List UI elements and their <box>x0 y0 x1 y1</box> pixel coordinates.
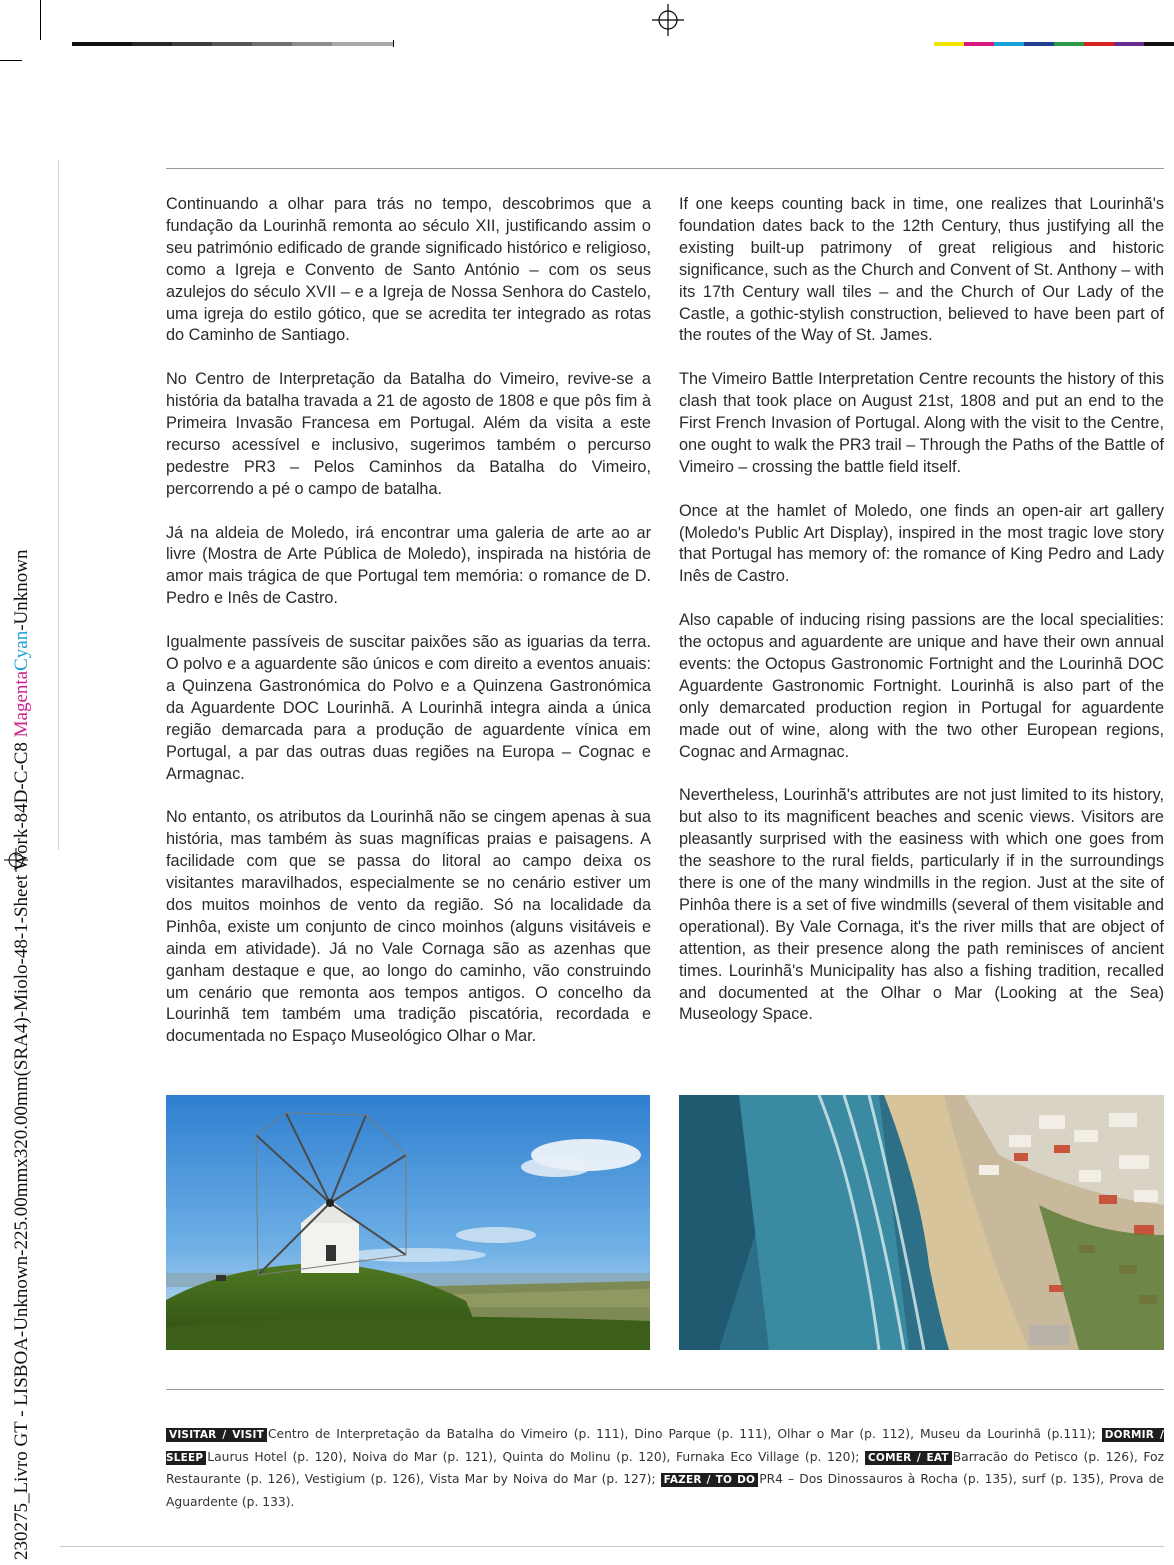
pt-paragraph: No Centro de Interpretação da Batalha do Vimeiro, revive-se a história da batalha travada a 21 de agosto de 1808 e que pôs fim à Primeira Invasão Francesa em Portugal. Além da visita a este recurso acessível e inclusivo, sugerimos também o percurso pedestre PR3 – Pelos Caminhos da Batalha do Vimeiro, percorrendo a pé o campo de batalha. <box>166 370 651 498</box>
color-swatch <box>964 42 994 46</box>
en-paragraph: Nevertheless, Lourinhã's attributes are not just limited to its history, but also to its magnificent beaches and scenic views. Visitors are pleasantly surprised with the easiness with which one goes from the seashore to the rural fields, particularly if in the surroundings there is one of the many windmills in the region. Just at the site of Pinhôa there is a set of five windmills (several of them visitable and operational). By Vale Cornaga, it's the river mills that are object of attention, as their presence along the path reminisces of ancient times. Lourinhã's Municipality has also a fishing tradition, recalled and documented at the Olhar o Mar (Looking at the Sea) Museology Space. <box>679 786 1164 1024</box>
printer-slug: 230275_Livro GT - LISBOA-Unknown-225.00mmx320.00mm(SRA4)-Miolo-48-1-Sheet Work-84D-C-C8 MagentaCyan-Unknown <box>11 549 32 1560</box>
color-swatch <box>1084 42 1114 46</box>
margin-rule <box>58 160 59 850</box>
en-paragraph: If one keeps counting back in time, one realizes that Lourinhã's foundation dates back to the 12th Century, thus justifying all the existing built-up patrimony of great religious and historic significance, such as the Church and Convent of St. Anthony – with its 17th Century wall tiles – and the Church of Our Lady of the Castle, a gothic-stylish construction, believed to have been part of the routes of the Way of St. James. <box>679 195 1164 345</box>
bottom-rule <box>166 1389 1164 1390</box>
color-swatch <box>994 42 1024 46</box>
visit-listings: Centro de Interpretação da Batalha do Vimeiro (p. 111), Dino Parque (p. 111), Olhar o Mar (p. 112), Museu da Lourinhã (p.111); <box>267 1427 1102 1441</box>
gray-density-strip <box>72 42 394 46</box>
en-paragraph: The Vimeiro Battle Interpretation Centre recounts the history of this clash that took place on August 21st, 1808 and put an end to the First French Invasion of Portugal. Along with the visit to the Centre, one ought to walk the PR3 trail – Through the Paths of the Battle of Vimeiro – crossing the battle field itself. <box>679 370 1164 476</box>
page-foot-rule <box>60 1546 1164 1547</box>
portuguese-column <box>166 194 651 1070</box>
crop-mark-top-left-horizontal <box>0 60 22 61</box>
crop-mark-top-left-vertical <box>40 0 41 40</box>
eat-tag: COMER / EAT <box>865 1451 952 1465</box>
color-swatch <box>934 42 964 46</box>
sleep-listings: Laurus Hotel (p. 120), Noiva do Mar (p. 121), Quinta do Molinu (p. 120), Furnaka Eco Village (p. 120); <box>207 1449 866 1464</box>
color-swatch <box>1144 42 1174 46</box>
registration-mark-icon <box>652 4 684 36</box>
pt-paragraph: Já na aldeia de Moledo, irá encontrar uma galeria de arte ao ar livre (Mostra de Arte Pública de Moledo), inspirada na história de amor mais trágica de que Portugal tem memória: o romance de D. Pedro e Inês de Castro. <box>166 523 651 608</box>
sleep-tag: DORMIR / SLEEP <box>166 1429 1164 1464</box>
english-column <box>679 194 1164 1048</box>
crop-mark-strip-end <box>393 40 394 47</box>
color-swatch <box>1114 42 1144 46</box>
color-swatch <box>1054 42 1084 46</box>
eat-listings: Barracão do Petisco (p. 126), Foz Restaurante (p. 126), Vestigium (p. 126), Vista Mar by Noiva do Mar (p. 127); <box>166 1449 1164 1487</box>
todo-listings: PR4 – Dos Dinossauros à Rocha (p. 135), surf (p. 135), Prova de Aguardente (p. 133). <box>166 1472 1164 1509</box>
top-rule <box>166 168 1164 169</box>
en-paragraph: Also capable of inducing rising passions are the local specialities: the octopus and aguardente are unique and have their own annual events: the Octopus Gastronomic Fortnight and the Lourinhã DOC Aguardente Gastronomic Fortnight. Lourinhã is also part of the only demarcated production region in Portugal for aguardente made out of wine, along with the two other European regions, Cognac and Armagnac. <box>679 611 1164 761</box>
listings-footer <box>166 1424 1164 1513</box>
color-control-strip <box>934 42 1174 46</box>
pt-paragraph: No entanto, os atributos da Lourinhã não se cingem apenas à sua história, mas também às suas magníficas praias e paisagens. A facilidade com que se passa do litoral ao campo deixa os visitantes maravilhados, especialmente se no cenário estiver um dos muitos moinhos de vento da região. Só na localidade da Pinhôa, existe um conjunto de cinco moinhos (alguns visitáveis e ainda em atividade). Já no Vale Cornaga são as azenhas que ganham destaque e que, ao longo do caminho, vão construindo um cenário que remonta aos tempos antigos. O concelho da Lourinhã tem também uma tradição piscatória, recordada e documentada no Espaço Museológico Olhar o Mar. <box>166 808 651 1046</box>
todo-tag: FAZER / TO DO <box>661 1473 759 1487</box>
windmill-photo <box>166 1095 650 1350</box>
color-swatch <box>1024 42 1054 46</box>
coastline-aerial-photo <box>679 1095 1164 1350</box>
en-paragraph: Once at the hamlet of Moledo, one finds an open-air art gallery (Moledo's Public Art Display), inspired in the most tragic love story that Portugal has memory of: the romance of King Pedro and Lady Inês de Castro. <box>679 501 1164 586</box>
visit-tag: VISITAR / VISIT <box>166 1428 267 1442</box>
pt-paragraph: Igualmente passíveis de suscitar paixões são as iguarias da terra. O polvo e a aguardente são únicos e com direito a eventos anuais: a Quinzena Gastronómica do Polvo e a Quinzena Gastronómica da Aguardente DOC Lourinhã. A Lourinhã integra ainda a única região demarcada para a produção de aguardente vínica em Portugal, a par das outras duas regiões na Europa – Cognac e Armagnac. <box>166 633 651 783</box>
pt-paragraph: Continuando a olhar para trás no tempo, descobrimos que a fundação da Lourinhã remonta ao século XII, justificando assim o seu património edificado de grande significado histórico e religioso, como a Igreja e Convento de Santo António – com os seus azulejos do século XVII – e a Igreja de Nossa Senhora do Castelo, uma igreja do estilo gótico, que se acredita ter integrado as rotas do Caminho de Santiago. <box>166 195 651 345</box>
